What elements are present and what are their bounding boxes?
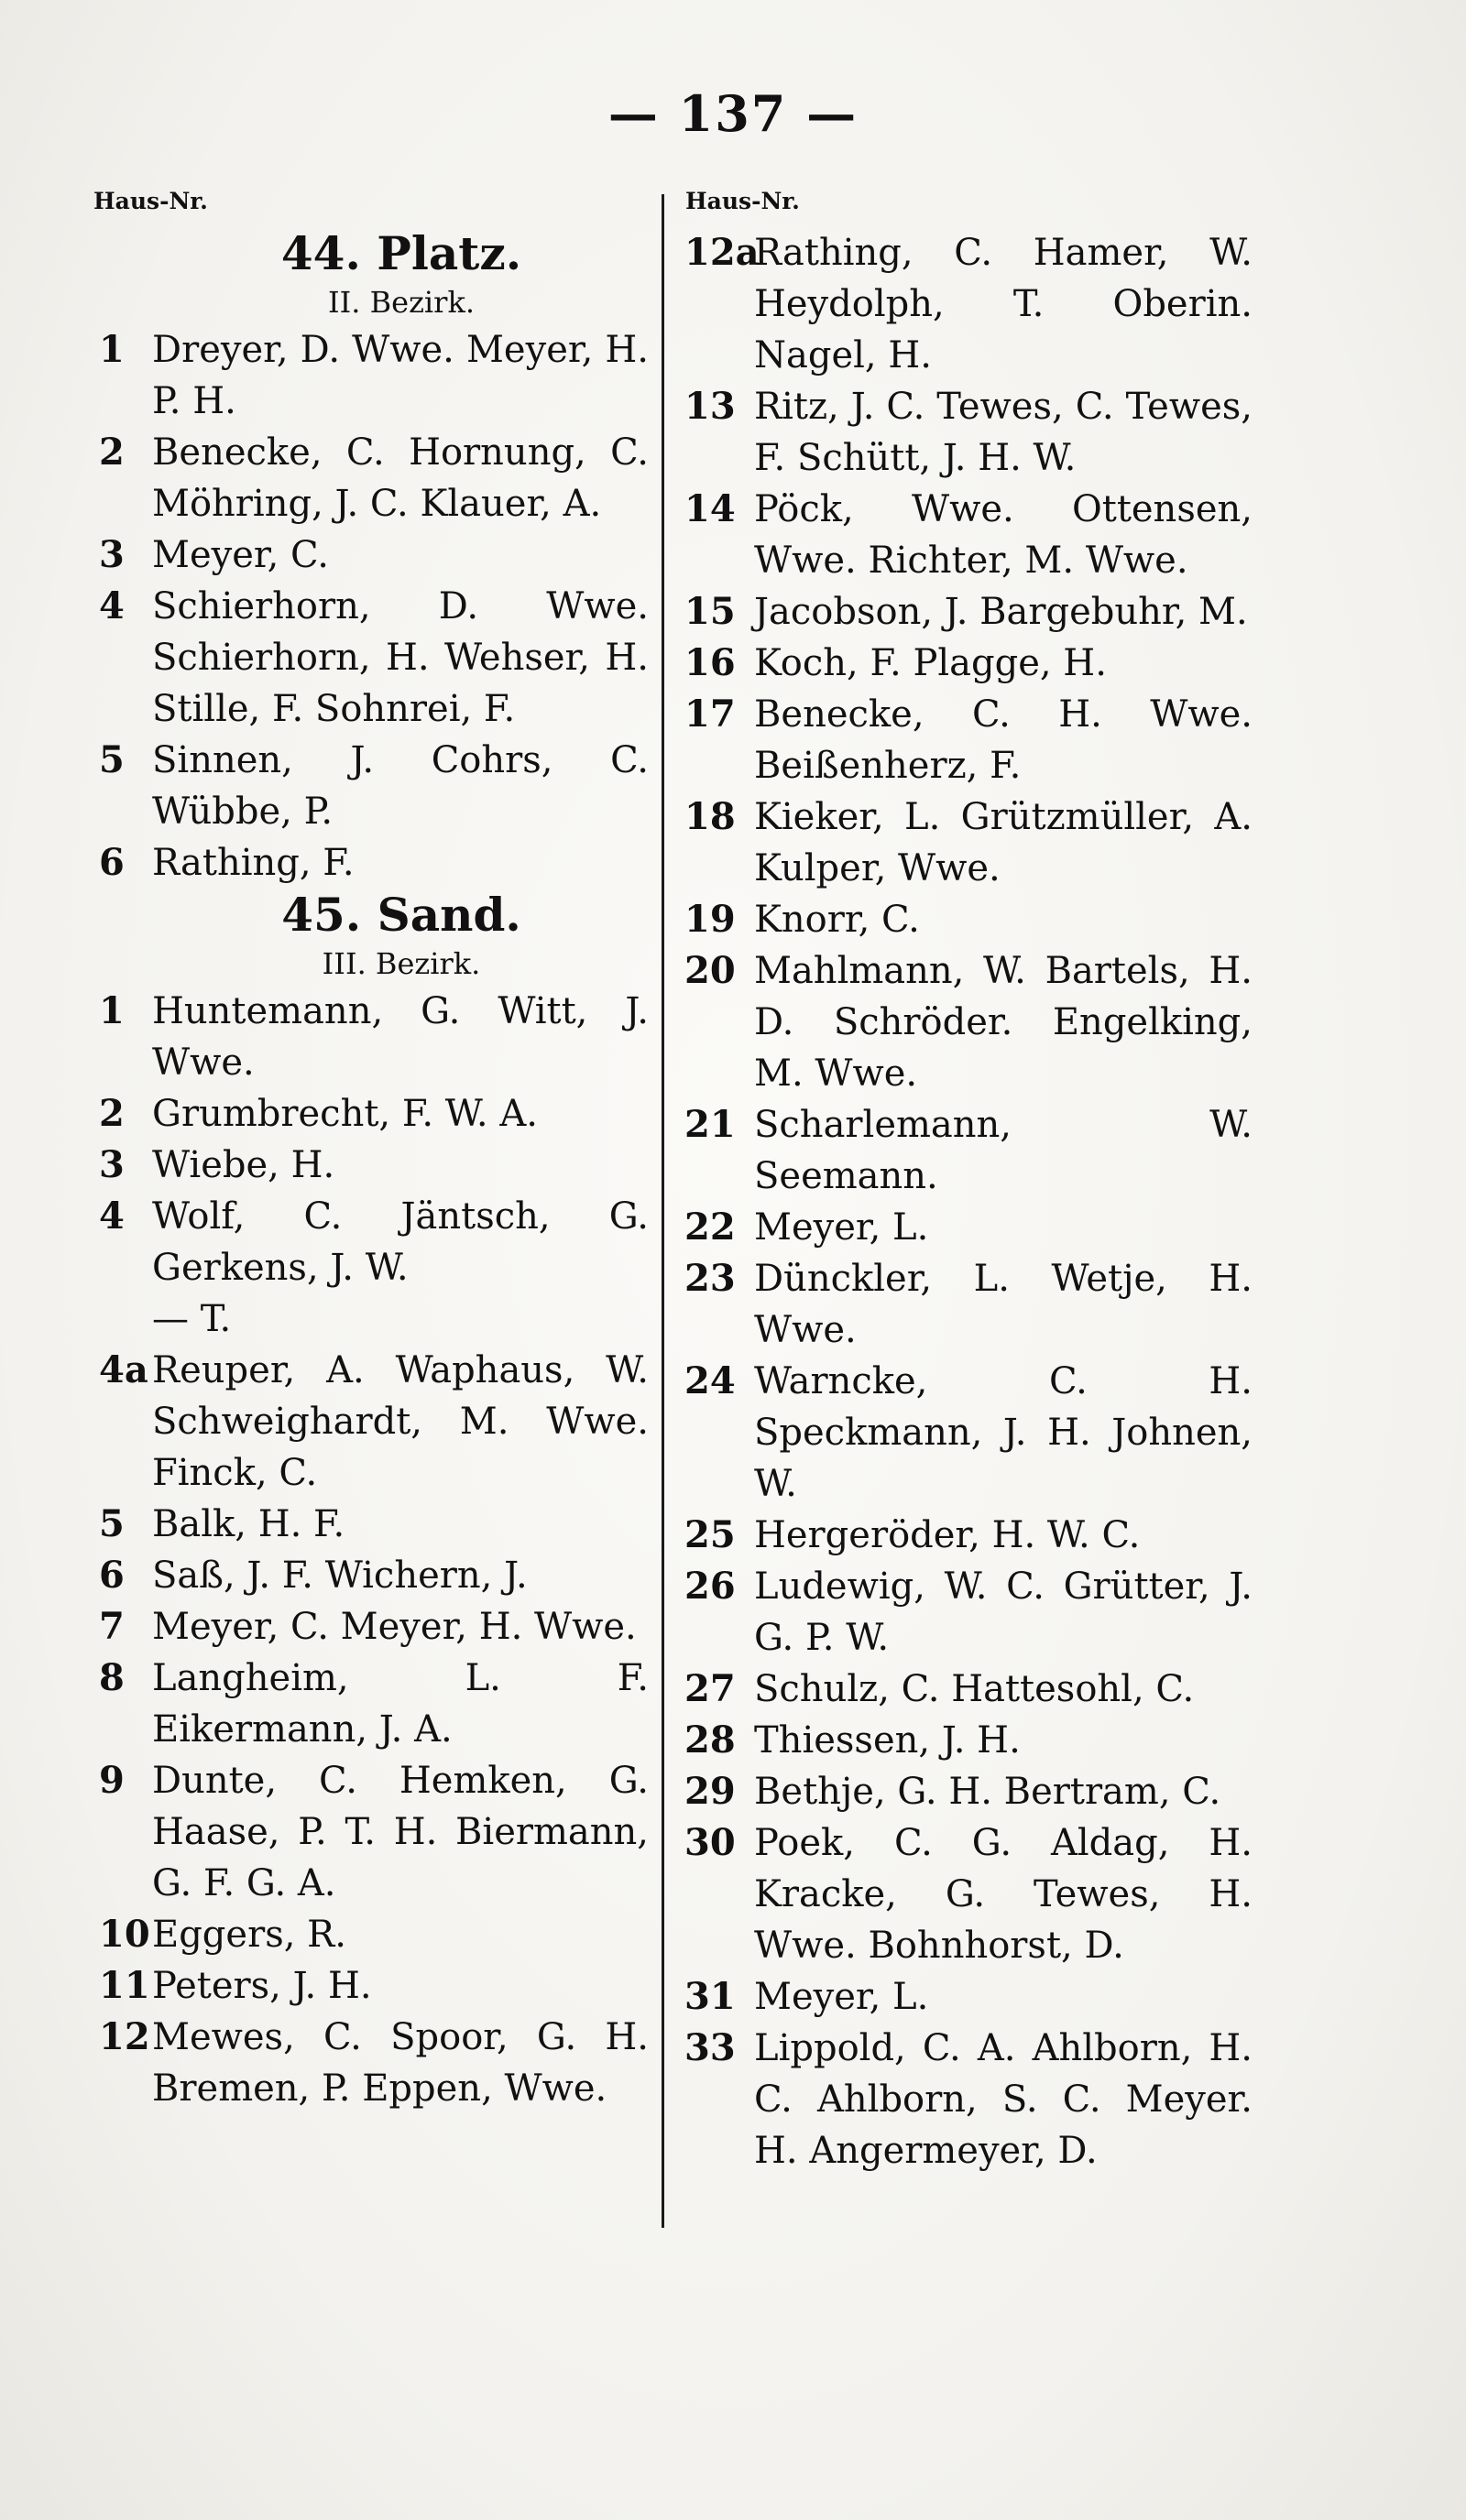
house-entry — [99, 1140, 649, 1191]
house-entry — [684, 1766, 1253, 1817]
resident-names: Benecke, C. Hornung, C. Möhring, J. C. Klauer, A. — [152, 431, 649, 525]
house-number: 30 — [684, 1821, 736, 1864]
resident-names: Scharlemann, W. Seemann. — [754, 1104, 1253, 1197]
house-entry — [99, 986, 649, 1088]
house-number: 26 — [684, 1565, 736, 1608]
house-number: 5 — [99, 738, 125, 781]
house-entry — [684, 689, 1253, 791]
house-number: 14 — [684, 487, 736, 530]
house-entry — [684, 1253, 1253, 1356]
house-number: 12 — [99, 2015, 150, 2058]
house-number: 20 — [684, 949, 736, 992]
resident-names: Poek, C. G. Aldag, H. Kracke, G. Tewes, H. Wwe. Bohnhorst, D. — [754, 1822, 1253, 1967]
resident-names: Wiebe, H. — [152, 1144, 335, 1186]
house-entry — [684, 1356, 1253, 1510]
resident-names: Meyer, C. — [152, 534, 329, 576]
house-number: 12a — [684, 231, 760, 274]
house-number: 2 — [99, 431, 125, 474]
house-entry — [684, 586, 1253, 638]
house-number: 21 — [684, 1103, 736, 1146]
resident-names: Mahlmann, W. Bartels, H. D. Schröder. Engelking, M. Wwe. — [754, 950, 1253, 1095]
resident-names: Balk, H. F. — [152, 1503, 345, 1545]
resident-names: Schulz, C. Hattesohl, C. — [754, 1668, 1195, 1710]
resident-names: Huntemann, G. Witt, J. Wwe. — [152, 990, 649, 1084]
house-number: 3 — [99, 1143, 125, 1186]
district-label: II. Bezirk. — [327, 285, 476, 320]
house-entry — [99, 581, 649, 735]
house-number: 18 — [684, 795, 736, 838]
house-entry — [684, 1510, 1253, 1561]
house-number: 3 — [99, 533, 125, 576]
house-entry — [99, 1499, 649, 1550]
house-number: 22 — [684, 1205, 736, 1249]
house-entry — [99, 837, 649, 889]
resident-names: Jacobson, J. Bargebuhr, M. — [754, 591, 1248, 633]
street-title: 44. Platz. — [280, 226, 522, 280]
resident-names: Saß, J. F. Wichern, J. — [152, 1555, 528, 1597]
resident-names: Kieker, L. Grützmüller, A. Kulper, Wwe. — [754, 796, 1253, 889]
resident-names: Meyer, C. Meyer, H. Wwe. — [152, 1606, 637, 1648]
resident-names: Dunte, C. Hemken, G. Haase, P. T. H. Biermann, G. F. G. A. — [152, 1760, 649, 1904]
resident-names: — T. — [152, 1298, 232, 1340]
resident-names: Hergeröder, H. W. C. — [754, 1514, 1141, 1556]
column-divider — [662, 194, 664, 2228]
house-entry — [99, 1755, 649, 1909]
house-number: 1 — [99, 989, 125, 1032]
house-entry — [684, 1664, 1253, 1715]
house-number: 2 — [99, 1092, 125, 1135]
house-entry — [99, 1601, 649, 1653]
resident-names: Langheim, L. F. Eikermann, J. A. — [152, 1657, 649, 1751]
house-number: 29 — [684, 1770, 736, 1813]
house-number: 6 — [99, 841, 125, 884]
house-number: 33 — [684, 2026, 736, 2069]
house-number: 10 — [99, 1913, 150, 1956]
house-number: 15 — [684, 590, 736, 633]
resident-names: Mewes, C. Spoor, G. H. Bremen, P. Eppen, Wwe. — [152, 2016, 649, 2110]
house-entry — [684, 791, 1253, 894]
house-number: 1 — [99, 328, 125, 371]
resident-names: Rathing, C. Hamer, W. Heydolph, T. Oberin. Nagel, H. — [754, 232, 1253, 376]
house-entry — [99, 735, 649, 837]
house-entry — [684, 2023, 1253, 2176]
house-entry — [684, 1561, 1253, 1664]
house-number: 4 — [99, 1195, 125, 1238]
house-number: 17 — [684, 693, 736, 736]
house-number: 24 — [684, 1359, 736, 1402]
house-entry — [99, 1345, 649, 1499]
resident-names: Reuper, A. Waphaus, W. Schweighardt, M. Wwe. Finck, C. — [152, 1349, 649, 1494]
house-entry — [99, 1191, 649, 1293]
resident-names: Rathing, F. — [152, 842, 355, 884]
house-number: 4 — [99, 584, 125, 627]
house-entry — [684, 894, 1253, 945]
street-title: 45. Sand. — [281, 888, 521, 942]
resident-names: Bethje, G. H. Bertram, C. — [754, 1771, 1221, 1813]
resident-names: Meyer, L. — [754, 1206, 929, 1249]
house-entry — [99, 529, 649, 581]
resident-names: Warncke, C. H. Speckmann, J. H. Johnen, W. — [754, 1360, 1253, 1505]
resident-names: Wolf, C. Jäntsch, G. Gerkens, J. W. — [152, 1195, 649, 1289]
house-number: 11 — [99, 1964, 150, 2007]
house-entry — [684, 1817, 1253, 1971]
house-number: 23 — [684, 1257, 736, 1300]
resident-names: Meyer, L. — [754, 1976, 929, 2018]
house-entry — [684, 1099, 1253, 1202]
house-number: 27 — [684, 1667, 736, 1710]
house-number: 6 — [99, 1554, 125, 1597]
house-entry — [684, 945, 1253, 1099]
house-entry — [684, 381, 1253, 484]
page-number: — 137 — — [607, 84, 859, 143]
house-entry — [99, 1909, 649, 1960]
resident-names: Sinnen, J. Cohrs, C. Wübbe, P. — [152, 739, 649, 833]
resident-names: Dreyer, D. Wwe. Meyer, H. P. H. — [152, 329, 649, 422]
resident-names: Dünckler, L. Wetje, H. Wwe. — [754, 1258, 1253, 1351]
house-entry — [684, 638, 1253, 689]
house-entry — [684, 1202, 1253, 1253]
house-number: 25 — [684, 1513, 736, 1556]
house-number: 28 — [684, 1718, 736, 1762]
house-entry — [684, 484, 1253, 586]
house-entry — [684, 227, 1253, 381]
resident-names: Benecke, C. H. Wwe. Beißenherz, F. — [754, 693, 1253, 787]
right-column — [684, 227, 1253, 2176]
house-number: 9 — [99, 1759, 125, 1802]
left-column — [99, 227, 649, 2114]
district-label: III. Bezirk. — [322, 946, 481, 981]
house-number: 8 — [99, 1656, 125, 1699]
house-entry — [99, 2012, 649, 2114]
resident-names: Peters, J. H. — [152, 1965, 372, 2007]
house-entry — [99, 1653, 649, 1755]
house-number: 13 — [684, 385, 736, 428]
resident-names: Thiessen, J. H. — [754, 1719, 1021, 1762]
resident-names: Schierhorn, D. Wwe. Schierhorn, H. Wehser, H. Stille, F. Sohnrei, F. — [152, 585, 649, 730]
house-entry — [684, 1971, 1253, 2023]
resident-names: Grumbrecht, F. W. A. — [152, 1093, 538, 1135]
house-entry — [99, 427, 649, 529]
house-entry — [99, 1960, 649, 2012]
house-number: 7 — [99, 1605, 125, 1648]
resident-names: Koch, F. Plagge, H. — [754, 642, 1107, 684]
resident-names: Ludewig, W. C. Grütter, J. G. P. W. — [754, 1565, 1253, 1659]
right-column-header: Haus-Nr. — [685, 188, 800, 214]
house-number: 16 — [684, 641, 736, 684]
house-entry — [99, 324, 649, 427]
house-number — [99, 1293, 152, 1345]
house-number: 19 — [684, 898, 736, 941]
resident-names: Knorr, C. — [754, 899, 920, 941]
house-number: 5 — [99, 1502, 125, 1545]
house-entry — [99, 1550, 649, 1601]
resident-names: Lippold, C. A. Ahlborn, H. C. Ahlborn, S. C. Meyer. H. Angermeyer, D. — [754, 2027, 1253, 2172]
resident-names: Eggers, R. — [152, 1914, 346, 1956]
resident-names: Ritz, J. C. Tewes, C. Tewes, F. Schütt, J. H. W. — [754, 386, 1253, 479]
house-number: 31 — [684, 1975, 736, 2018]
house-entry — [99, 1293, 649, 1345]
house-number: 4a — [99, 1348, 148, 1391]
left-column-header: Haus-Nr. — [93, 188, 208, 214]
resident-names: Pöck, Wwe. Ottensen, Wwe. Richter, M. Wwe. — [754, 488, 1253, 582]
house-entry — [99, 1088, 649, 1140]
house-entry — [684, 1715, 1253, 1766]
